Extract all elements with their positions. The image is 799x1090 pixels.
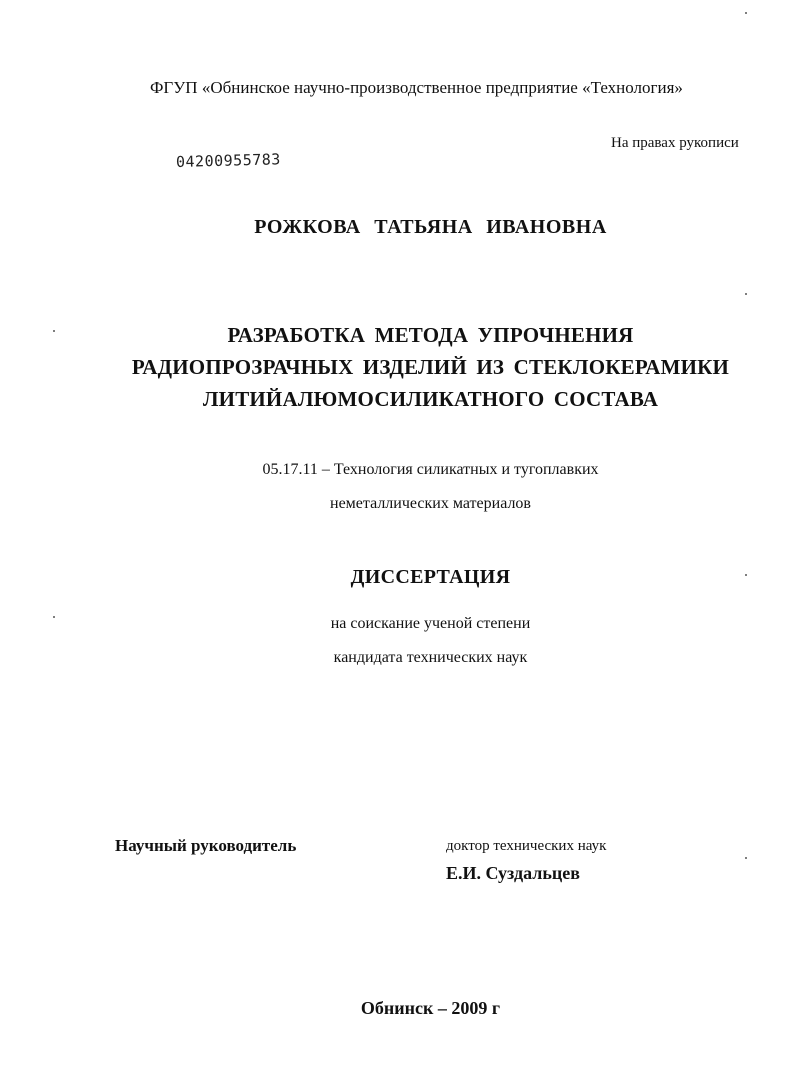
scan-speck — [745, 12, 747, 14]
scan-speck — [53, 616, 55, 618]
document-type: ДИССЕРТАЦИЯ — [350, 566, 511, 588]
specialty-line-2: неметаллических материалов — [330, 495, 531, 512]
degree-line-1: на соискание ученой степени — [330, 615, 531, 632]
scan-speck — [745, 293, 747, 295]
rights-note: На правах рукописи — [611, 135, 739, 151]
place-and-year: Обнинск – 2009 г — [360, 998, 501, 1018]
scan-speck — [745, 574, 747, 576]
scan-speck — [745, 857, 747, 859]
supervisor-label: Научный руководитель — [115, 836, 297, 855]
supervisor-degree: доктор технических наук — [446, 838, 607, 854]
scan-speck — [53, 330, 55, 332]
supervisor-name: Е.И. Суздальцев — [446, 863, 580, 883]
organization-name: ФГУП «Обнинское научно-производственное предприятие «Технология» — [150, 78, 683, 97]
author-name: РОЖКОВА ТАТЬЯНА ИВАНОВНА — [254, 216, 607, 238]
specialty-line-1: 05.17.11 – Технология силикатных и тугоплавких — [262, 461, 599, 478]
reference-number-stamp: 04200955783 — [175, 150, 282, 171]
thesis-title-line-3: ЛИТИЙАЛЮМОСИЛИКАТНОГО СОСТАВА — [202, 387, 659, 411]
thesis-title-line-1: РАЗРАБОТКА МЕТОДА УПРОЧНЕНИЯ — [227, 323, 634, 347]
degree-line-2: кандидата технических наук — [333, 649, 528, 666]
thesis-title-line-2: РАДИОПРОЗРАЧНЫХ ИЗДЕЛИЙ ИЗ СТЕКЛОКЕРАМИКИ — [131, 355, 730, 379]
